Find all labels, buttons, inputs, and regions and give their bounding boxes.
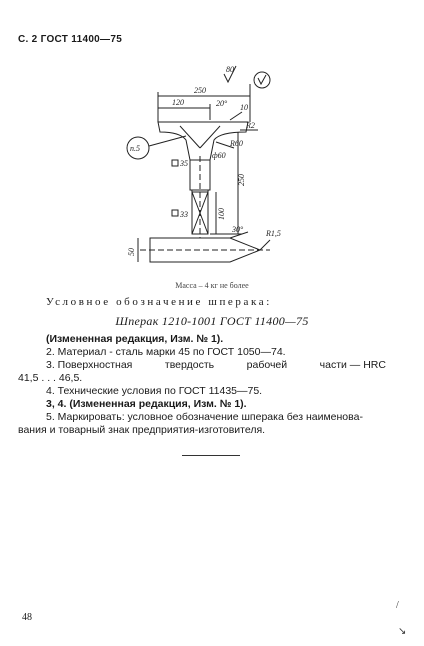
label-dim-10: 10: [240, 103, 248, 112]
edition-note-2: 3, 4. (Измененная редакция, Изм. № 1).: [46, 398, 247, 410]
item-2-material: 2. Материал - сталь марки 45 по ГОСТ 1050—74.: [46, 346, 286, 358]
label-dim-50: 50: [127, 248, 136, 256]
label-height-100: 100: [217, 208, 226, 220]
square-mark-lower: [172, 210, 178, 216]
label-height-250: 250: [237, 174, 246, 186]
margin-mark-arrow: ↘: [398, 626, 407, 637]
margin-mark-slash: /: [396, 600, 399, 611]
edition-note-1: (Измененная редакция, Изм. № 1).: [46, 333, 224, 345]
item-5-marking-cont: вания и товарный знак предприятия-изготовителя.: [18, 424, 266, 436]
label-dim-head: 120: [172, 98, 184, 107]
designation-example: Шперак 1210-1001 ГОСТ 11400—75: [115, 314, 309, 328]
label-angle-tip: 30°: [232, 225, 244, 234]
label-radius-small: R2: [246, 121, 255, 130]
page-header: С. 2 ГОСТ 11400—75: [18, 34, 123, 45]
item-3-word-1: 3. Поверхностная: [46, 359, 133, 371]
item-3-word-2: твердость: [164, 359, 215, 371]
label-radius-tip: R1,5: [266, 229, 281, 238]
label-roughness: 80: [226, 65, 234, 74]
item-3-word-4: части — HRC: [319, 359, 386, 371]
square-mark-upper: [172, 160, 178, 166]
item-4-conditions: 4. Технические условия по ГОСТ 11435—75.: [46, 385, 263, 397]
page-number: 48: [22, 612, 32, 623]
item-3-word-3: рабочей: [246, 359, 288, 371]
item-5-marking: 5. Маркировать: условное обозначение шперака без наименова-: [46, 411, 363, 423]
roughness-circle-icon: [254, 72, 270, 88]
section-divider: [182, 455, 240, 456]
label-dim-total: 250: [194, 86, 206, 95]
mass-caption: Масса – 4 кг не более: [175, 281, 249, 290]
designation-heading: Условное обозначение шперака:: [46, 296, 272, 308]
item-3-range: 41,5 . . . 46,5.: [18, 372, 83, 384]
item-3-hardness: [46, 359, 386, 371]
label-angle-top: 20°: [216, 99, 228, 108]
label-radius-large: R60: [230, 139, 243, 148]
label-square-lower: 33: [180, 210, 188, 219]
label-callout: п.5: [130, 144, 140, 153]
label-diameter: ф60: [212, 151, 226, 160]
label-square-upper: 35: [180, 159, 188, 168]
